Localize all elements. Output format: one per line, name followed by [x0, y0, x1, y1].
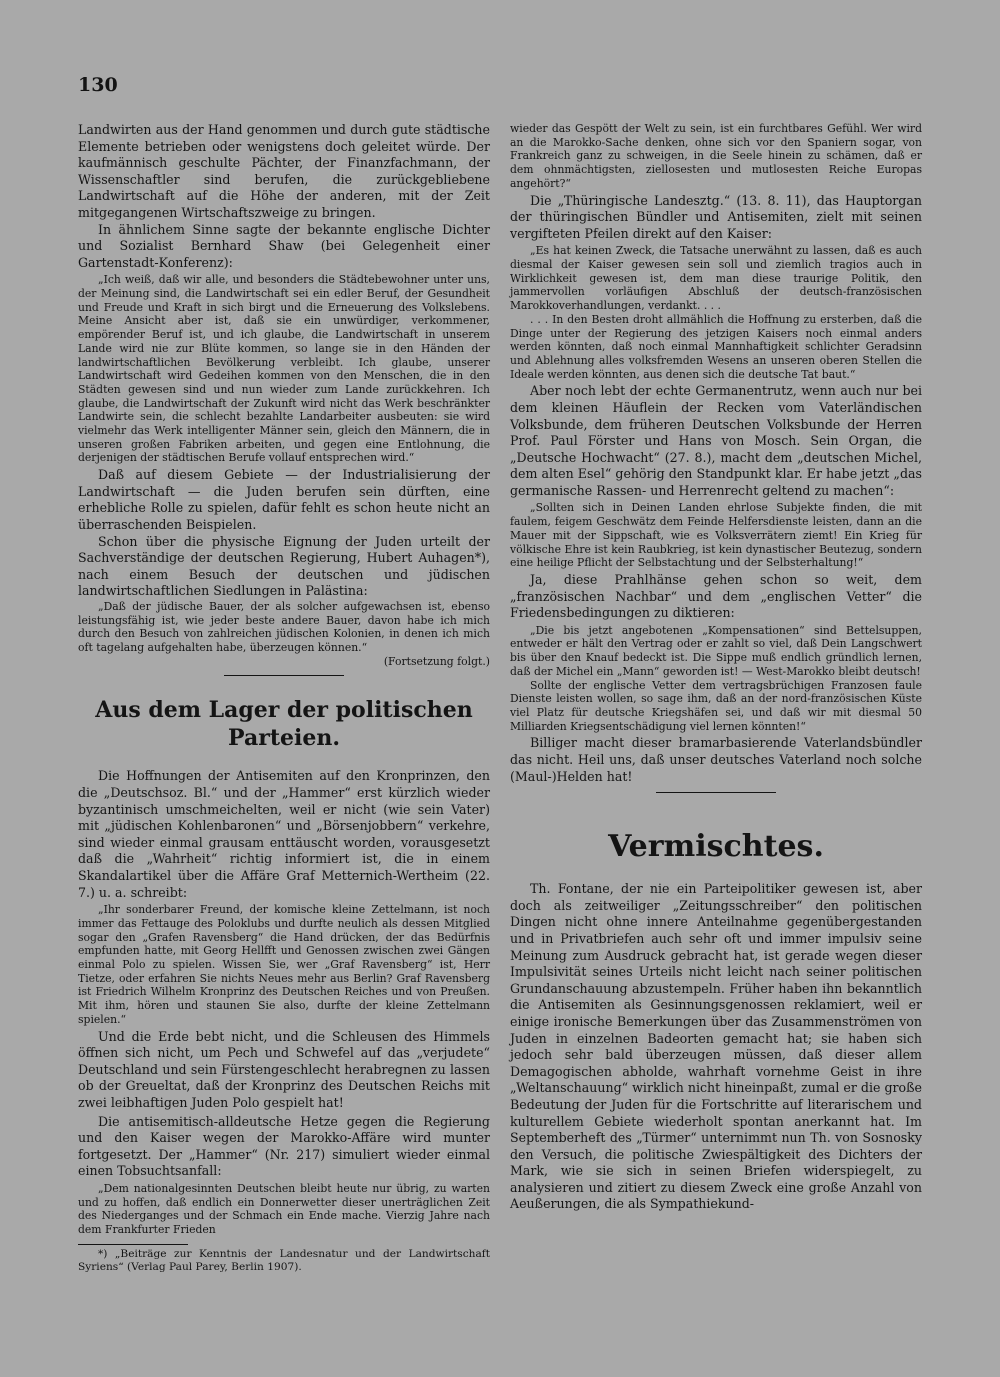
quotation: „Es hat keinen Zweck, die Tatsache unerwähnt zu lassen, daß es auch diesmal der Kaiser gewesen sein soll und ziemlich tragios auch in Wirklichkeit gewesen ist, dem man diese traurige Politik, den jammervollen vorläufigen Abschluß der deutsch-französischen Marokkoverhandlungen, verdankt. . . .	[510, 244, 922, 313]
quotation: Sollte der englische Vetter dem vertragsbrüchigen Franzosen faule Dienste leisten wollen, so sage ihm, daß an der nord-französischen Küste viel Platz für deutsche Kriegshäfen sei, und daß wir mit diesmal 50 Milliarden Kriegsentschädigung viel lernen könnten!“	[510, 678, 922, 733]
section-heading-miscellaneous: Vermischtes.	[608, 829, 824, 865]
paragraph: Th. Fontane, der nie ein Parteipolitiker gewesen ist, aber doch als zeitweiliger „Zeitungsschreiber“ den politischen Dingen nicht ohne innere Anteilnahme gegenübergestanden und in Privatbriefen auch sehr oft und immer impulsiv seine Meinung zum Ausdruck gebracht hat, ist gerade wegen dieser Impulsivität seines Urteils nicht leicht nach seiner politischen Grundanschauung abzustempeln. Früher haben ihn bekanntlich die Antisemiten als Gesinnungsgenossen reklamiert, weil er einige ironische Bemerkungen über das Zusammenströmen von Juden in einzelnen Badeorten gemacht hat; sie haben sich jedoch sehr bald überzeugen müssen, daß dieser allem Demagogischen abholde, wahrhaft vornehme Geist in ihre „Weltanschauung“ wirklich nicht hineinpaßt, zumal er die große Bedeutung der Juden für die Fortschritte auf literarischem und kulturellem Gebiete wiederholt spontan anerkannt hat. Im Septemberheft des „Türmer“ unternimmt nun Th. von Sosnosky den Versuch, die politische Zwiespältigkeit des Dichters der Mark, wie sie sich in seinen Briefen widerspiegelt, zu analysieren und zitiert zu diesem Zweck eine große Anzahl von Aeußerungen, die als Sympathiekund-	[510, 881, 922, 1212]
paragraph: Billiger macht dieser bramarbasierende Vaterlandsbündler das nicht. Heil uns, daß unser deutsches Vaterland noch solche (Maul-)Helden hat!	[510, 735, 922, 784]
paragraph: Ja, diese Prahlhänse gehen schon so weit, dem „französischen Nachbar“ und dem „englischen Vetter“ die Friedensbedingungen zu diktieren:	[510, 572, 922, 621]
quotation: „Dem nationalgesinnten Deutschen bleibt heute nur übrig, zu warten und zu hoffen, daß endlich ein Donnerwetter dieser unerträglichen Zeit des Niederganges und der Schmach ein Ende mache. Vierzig Jahre nach dem Frankfurter Frieden	[78, 1181, 490, 1236]
section-divider	[656, 792, 776, 793]
continuation-note: (Fortsetzung folgt.)	[383, 654, 490, 668]
quotation: „Daß der jüdische Bauer, der als solcher aufgewachsen ist, ebenso leistungsfähig ist, wie jeder beste andere Bauer, davon habe ich mich durch den Besuch von zahlreichen jüdischen Kolonien, in denen ich mich oft tagelang aufgehalten habe, überzeugen können.“	[78, 599, 490, 655]
paragraph: Die antisemitisch-alldeutsche Hetze gegen die Regierung und den Kaiser wegen der Marokko-Affäre wird munter fortgesetzt. Der „Hammer“ (Nr. 217) simuliert wieder einmal einen Tobsuchtsanfall:	[78, 1113, 490, 1179]
quotation: wieder das Gespött der Welt zu sein, ist ein furchtbares Gefühl. Wer wird an die Marokko-Sache denken, ohne sich vor den Spaniern sogar, von Frankreich ganz zu schweigen, in die Seele hinein zu schämen, daß er dem ohnmächtigsten, ziellosesten und mutlosesten Reiche Europas angehört?“	[510, 122, 922, 190]
paragraph: Schon über die physische Eignung der Juden urteilt der Sachverständige der deutschen Regierung, Hubert Auhagen*), nach einem Besuch der deutschen und jüdischen landwirtschaftlichen Siedlungen in Palästina:	[78, 533, 490, 599]
paragraph: Aber noch lebt der echte Germanentrutz, wenn auch nur bei dem kleinen Häuflein der Recken vom Vaterländischen Volksbunde, dem früheren Deutschen Volksbunde der Herren Prof. Paul Förster und Hans von Mosch. Sein Organ, die „Deutsche Hochwacht“ (27. 8.), macht dem „deutschen Michel, dem alten Esel“ gehörig den Standpunkt klar. Er habe jetzt „das germanische Rassen- und Herrenrecht geltend zu machen“:	[510, 383, 922, 498]
quotation: „Ich weiß, daß wir alle, und besonders die Städtebewohner unter uns, der Meinung sind, die Landwirtschaft sei ein edler Beruf, der Gesundheit und Freude und Kraft in sich birgt und die Erneuerung des Volkslebens. Meine Ansicht aber ist, daß sie ein unwürdiger, verkommener, empörender Beruf ist, und ich glaube, die Landwirtschaft in unserem Lande wird nie zur Blüte kommen, so lange sie in den Händen der landwirtschaftlichen Bevölkerung verbleibt. Ich glaube, unserer Landwirtschaft wird Gedeihen kommen von den Menschen, die in den Städten gewesen sind und nun wieder zum Lande zurückkehren. Ich glaube, die Landwirtschaft der Zukunft wird nicht das Werk beschränkter Landwirte sein, die schlecht bezahlte Landarbeiter ausbeuten: sie wird vielmehr das Werk intelligenter Männer sein, gleich den Männern, die in unseren großen Fabriken arbeiten, und gegen eine Entlohnung, die derjenigen der städtischen Berufe vollauf entsprechen wird.“	[78, 273, 490, 465]
paragraph: Die „Thüringische Landesztg.“ (13. 8. 11), das Hauptorgan der thüringischen Bündler und Antisemiten, zielt mit seinen vergifteten Pfeilen direkt auf den Kaiser:	[510, 192, 922, 241]
footnote-divider	[78, 1244, 188, 1245]
paragraph: Landwirten aus der Hand genommen und durch gute städtische Elemente betrieben oder wenigstens doch geleitet würde. Der kaufmännisch geschulte Pächter, der Finanzfachmann, der Wissenschaftler sind berufen, die zurückgebliebene Landwirtschaft auf die Höhe der anderen, mit der Zeit mitgegangenen Wirtschaftszweige zu bringen.	[78, 122, 490, 220]
page-number: 130	[78, 74, 118, 96]
quotation: „Sollten sich in Deinen Landen ehrlose Subjekte finden, die mit faulem, feigem Geschwätz dem Feinde Helfersdienste leisten, dann an die Mauer mit der Sippschaft, wie es Volksverrätern ziemt! Ein Krieg für völkische Ehre ist kein Raubkrieg, ist kein dynastischer Beutezug, sondern eine heilige Pflicht der Selbstachtung und der Selbsterhaltung!“	[510, 501, 922, 570]
footnote: *) „Beiträge zur Kenntnis der Landesnatur und der Landwirtschaft Syriens“ (Verlag Paul Parey, Berlin 1907).	[78, 1247, 490, 1274]
paragraph: In ähnlichem Sinne sagte der bekannte englische Dichter und Sozialist Bernhard Shaw (bei Gelegenheit einer Gartenstadt-Konferenz):	[78, 221, 490, 270]
left-column	[78, 122, 490, 1275]
paragraph: Daß auf diesem Gebiete — der Industrialisierung der Landwirtschaft — die Juden berufen sein dürften, eine erhebliche Rolle zu spielen, dafür fehlt es schon heute nicht an überraschenden Beispielen.	[78, 467, 490, 532]
right-column	[510, 122, 922, 1213]
quotation: . . . In den Besten droht allmählich die Hoffnung zu ersterben, daß die Dinge unter der Regierung des jetzigen Kaisers noch einmal anders werden könnten, daß noch einmal Mannhaftigkeit schlichter Geradsinn und Ablehnung alles volksfremden Wesens an unseren oberen Stellen die Ideale werden könnten, aus denen sich die deutsche Tat baut.“	[510, 312, 922, 381]
paragraph: Die Hoffnungen der Antisemiten auf den Kronprinzen, den die „Deutschsoz. Bl.“ und der „Hammer“ erst kürzlich wieder byzantinisch umschmeichelten, weil er nicht (wie sein Vater) mit „jüdischen Kohlenbaronen“ und „Börsenjobbern“ verkehre, sind wieder einmal grausam enttäuscht worden, vorausgesetzt daß die „Wahrheit“ richtig informiert ist, die in einem Skandalartikel über die Affäre Graf Metternich-Wertheim (22. 7.) u. a. schreibt:	[78, 768, 490, 900]
paragraph: Und die Erde bebt nicht, und die Schleusen des Himmels öffnen sich nicht, um Pech und Schwefel auf das „verjudete“ Deutschland und sein Fürstengeschlecht herabregnen zu lassen ob der Greueltat, daß der Kronprinz des Deutschen Reichs mit zwei leibhaftigen Juden Polo gespielt hat!	[78, 1028, 490, 1110]
section-heading-parties: Aus dem Lager der politischen Parteien.	[95, 697, 473, 752]
quotation: „Die bis jetzt angebotenen „Kompensationen“ sind Bettelsuppen, entweder er hält den Vertrag oder er zahlt so viel, daß Dein Langschwert bis über den Knauf bedeckt ist. Die Sippe muß endlich gründlich lernen, daß der Michel ein „Mann“ geworden ist! — West-Marokko bleibt deutsch!	[510, 623, 922, 678]
section-divider	[224, 675, 344, 676]
quotation: „Ihr sonderbarer Freund, der komische kleine Zettelmann, ist noch immer das Fettauge des Poloklubs und durfte neulich als dessen Mitglied sogar den „Grafen Ravensberg“ die Hand drücken, der das Bedürfnis empfunden hatte, mit Georg Hellfft und Genossen zwischen zwei Gängen einmal Polo zu spielen. Wissen Sie, wer „Graf Ravensberg“ ist, Herr Tietze, oder erfahren Sie nichts Neues mehr aus Berlin? Graf Ravensberg ist Friedrich Wilhelm Kronprinz des Deutschen Reiches und von Preußen. Mit ihm, hören und staunen Sie also, durfte der kleine Zettelmann spielen.“	[78, 903, 490, 1026]
